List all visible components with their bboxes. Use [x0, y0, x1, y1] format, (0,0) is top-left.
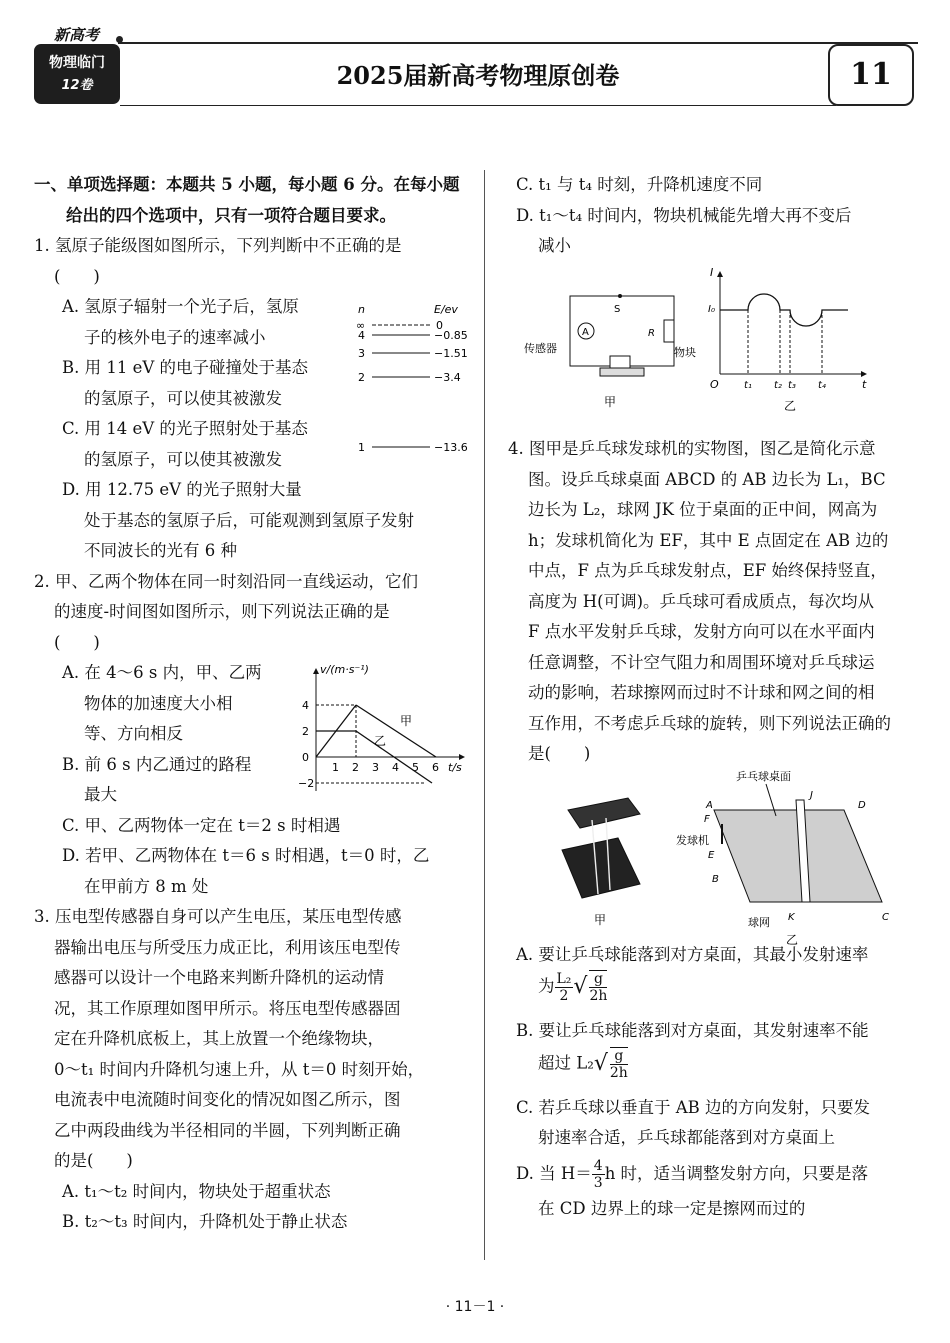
switch-label: S [614, 304, 621, 315]
x-tick-1: 1 [332, 760, 339, 774]
question-2 [34, 567, 474, 903]
tick-t4: t₄ [818, 380, 826, 391]
q2-option-d-line2: 在甲前方 8 m 处 [84, 876, 209, 896]
level-e-1: −13.6 [434, 441, 468, 454]
q4-stem-line2: 图。设乒乓球桌面 ABCD 的 AB 边长为 L₁，BC [528, 469, 886, 489]
q1-stem: 1. 氢原子能级图如图所示，下列判断中不正确的是 [34, 236, 402, 255]
frac-a-den: 2 [559, 987, 569, 1004]
ammeter-label: A [582, 327, 589, 338]
page-footer: · 11－1 · [445, 1299, 505, 1315]
q4-option-a-sqrt [589, 970, 607, 1004]
q3-stem-line2: 器输出电压与所受压力成正比，利用该压电型传 [54, 937, 401, 957]
resistor-label: R [648, 328, 655, 339]
q2-option-b-line1: B. 前 6 s 内乙通过的路程 [62, 754, 252, 774]
q2-option-c: C. 甲、乙两物体一定在 t＝2 s 时相遇 [62, 815, 341, 835]
energy-level-diagram [352, 301, 472, 461]
level-e-inf: 0 [436, 319, 443, 332]
q1-option-d-line3: 不同波长的光有 6 种 [84, 541, 237, 560]
q4-figures [508, 769, 928, 947]
point-d: D [858, 799, 866, 811]
q4-stem-line9: 动的影响，若球擦网而过时不计球和网之间的相 [528, 683, 875, 702]
q4-stem-line7: F 点水平发射乒乓球，发射方向可以在水平面内 [528, 622, 875, 641]
q3-option-d-line1: D. t₁～t₄ 时间内，物块机械能先增大再不变后 [516, 205, 852, 225]
point-k: K [788, 911, 795, 923]
level-n-1: 1 [358, 441, 365, 454]
q3-stem-line6: 0～t₁ 时间内升降机匀速上升，从 t＝0 时刻开始， [54, 1059, 425, 1079]
q2-blank: ( ) [54, 632, 100, 652]
logo-line2: 12卷 [61, 78, 93, 93]
q1-option-a-line1: A. 氢原子辐射一个光子后，氢原 [62, 297, 299, 316]
sensor-label: 传感器 [524, 342, 557, 355]
current-i0-label: I₀ [708, 304, 715, 315]
tick-t2: t₂ [774, 380, 782, 391]
sqrt-b-num: g [610, 1048, 628, 1065]
level-e-4: −0.85 [434, 329, 468, 342]
frac-d-den: 3 [593, 1174, 603, 1191]
q2-option-b-line2: 最大 [84, 785, 117, 804]
level-e-2: −3.4 [434, 371, 461, 384]
q3-stem-line5: 定在升降机底板上，其上放置一个绝缘物块， [54, 1029, 384, 1048]
x-tick-4: 4 [392, 760, 399, 774]
current-axis-label: I [710, 266, 714, 279]
level-e-3: −1.51 [434, 347, 468, 360]
left-column [34, 170, 474, 1238]
q4-option-d-prefix: D. 当 H＝ [516, 1163, 592, 1183]
q2-option-a-line3: 等、方向相反 [84, 724, 183, 743]
q4-stem-line8: 任意调整，不计空气阻力和周围环境对乒乓球运 [528, 652, 875, 672]
q2-stem-line1: 2. 甲、乙两个物体在同一时刻沿同一直线运动，它们 [34, 571, 418, 591]
q2-option-a-line2: 物体的加速度大小相 [84, 693, 233, 713]
q1-option-d-line2: 处于基态的氢原子后，可能观测到氢原子发射 [84, 510, 414, 530]
diagram-n-label: n [358, 303, 365, 316]
x-tick-6: 6 [432, 760, 439, 774]
level-n-3: 3 [358, 347, 365, 360]
q4-stem-line4: h；发球机简化为 EF，其中 E 点固定在 AB 边的 [528, 530, 889, 550]
q1-option-d-line1: D. 用 12.75 eV 的光子照射大量 [62, 480, 302, 499]
q1-option-b-line1: B. 用 11 eV 的电子碰撞处于基态 [62, 358, 309, 377]
current-curve [720, 294, 848, 326]
q3-stem-line4: 况，其工作原理如图甲所示。将压电型传感器固 [54, 998, 401, 1018]
q4-stem-line3: 边长为 L₂，球网 JK 位于桌面的正中间，网高为 [528, 500, 878, 519]
series-jia-label: 甲 [400, 713, 413, 728]
x-axis-label: t/s [448, 760, 462, 774]
diagram-e-label: E/ev [434, 303, 458, 316]
y-tick-neg2: −2 [298, 776, 315, 790]
q3-option-d-line2: 减小 [538, 236, 571, 255]
x-tick-5: 5 [412, 760, 419, 774]
q4-option-a-fraction [555, 971, 574, 1004]
point-b: B [712, 873, 719, 885]
paper-number: 11 [828, 44, 914, 106]
q4-option-c-line1: C. 若乒乓球以垂直于 AB 边的方向发射，只要发 [516, 1097, 871, 1117]
frac-d-num: 4 [593, 1157, 603, 1174]
q4-option-d-suffix: h 时，适当调整发射方向，只要是落 [604, 1163, 869, 1183]
q4-option-a-prefix: 为 [538, 976, 555, 996]
header-logo [34, 44, 120, 104]
q4-option-d-fraction [592, 1158, 605, 1191]
x-tick-2: 2 [352, 760, 359, 774]
y-tick-2: 2 [302, 724, 309, 738]
q4-option-d-line2: 在 CD 边界上的球一定是擦网而过的 [538, 1198, 806, 1218]
launcher-net-shape [568, 798, 640, 828]
sensor-icon [600, 368, 644, 376]
q2-option-d-line1: D. 若甲、乙两物体在 t＝6 s 时相遇，t＝0 时，乙 [62, 846, 430, 865]
header-script-label: 新高考 [54, 26, 100, 44]
q3-stem-line9: 的是( ) [54, 1151, 133, 1170]
question-1 [34, 231, 474, 567]
q1-blank: ( ) [54, 266, 100, 286]
launcher-label: 发球机 [676, 833, 709, 847]
circuit-caption: 甲 [604, 395, 617, 409]
q4-option-a-line2: 为 $\frac{\text{L₂}}{2}$ √ $\frac{g}{2h}$ [538, 970, 608, 1004]
q4-option-d-line1 [508, 1154, 928, 1194]
q4-stem-line1: 4. 图甲是乒乓球发球机的实物图，图乙是简化示意 [508, 439, 876, 458]
q3-stem-line3: 感器可以设计一个电路来判断升降机的运动情 [54, 968, 384, 987]
block-icon [610, 356, 630, 368]
sqrt-b-den: 2h [609, 1064, 628, 1081]
q4-option-b-sqrt [610, 1047, 628, 1081]
question-4 [508, 434, 928, 1224]
q4-option-b-line1: B. 要让乒乓球能落到对方桌面，其发射速率不能 [516, 1021, 869, 1040]
sqrt-a-den: 2h [589, 988, 608, 1004]
table-label: 乒乓球桌面 [736, 769, 791, 783]
current-caption: 乙 [784, 399, 797, 413]
series-jia-fall [356, 705, 436, 757]
level-n-inf: ∞ [356, 319, 366, 332]
q3-figures [508, 264, 928, 434]
tick-t1: t₁ [744, 380, 752, 391]
table-caption: 乙 [786, 932, 799, 947]
q4-photo-figure [548, 790, 658, 930]
column-divider [484, 170, 485, 1260]
q2-stem-line2: 的速度-时间图如图所示，则下列说法正确的是 [54, 602, 390, 621]
resistor-icon [664, 320, 674, 342]
current-time-label: t [862, 378, 867, 391]
switch-icon [618, 294, 622, 298]
y-tick-0: 0 [302, 750, 309, 764]
q3-stem-line1: 3. 压电型传感器自身可以产生电压，某压电型传感 [34, 907, 402, 926]
series-yi-label: 乙 [374, 733, 387, 748]
section-heading: 一、单项选择题：本题共 5 小题，每小题 6 分。在每小题给出的四个选项中，只有一项符合题目要求。 [34, 175, 460, 225]
y-tick-4: 4 [302, 698, 309, 712]
q4-option-a-line1: A. 要让乒乓球能落到对方桌面，其最小发射速率 [516, 944, 869, 964]
right-column [508, 170, 928, 1224]
q4-table-diagram [676, 769, 926, 947]
q3-option-c: C. t₁ 与 t₄ 时刻，升降机速度不同 [516, 175, 763, 194]
q4-stem-line5: 中点，F 点为乒乓球发射点，EF 始终保持竖直， [528, 561, 887, 580]
q3-current-graph [708, 264, 878, 414]
velocity-time-graph [296, 661, 476, 801]
current-origin-label: O [710, 378, 719, 391]
question-3 [34, 902, 474, 1238]
q3-stem-line8: 乙中两段曲线为半径相同的半圆，下列判断正确 [54, 1120, 401, 1140]
level-n-4: 4 [358, 329, 365, 342]
q4-stem-line6: 高度为 H(可调)。乒乓球可看成质点，每次均从 [528, 591, 875, 611]
logo-line1: 物理临门 [49, 55, 105, 71]
q2-option-a-line1: A. 在 4～6 s 内，甲、乙两 [62, 663, 262, 682]
q1-option-c-line2: 的氢原子，可以使其被激发 [84, 449, 282, 469]
y-axis-label: v/(m·s⁻¹) [320, 662, 369, 676]
q4-option-b-line2: 超过 L₂√ $\frac{g}{2h}$ [538, 1047, 628, 1081]
q3-circuit-figure [524, 276, 694, 416]
q1-option-a-line2: 子的核外电子的速率减小 [84, 327, 266, 347]
q3-option-a: A. t₁～t₂ 时间内，物块处于超重状态 [62, 1181, 331, 1201]
q4-stem-line10: 互作用，不考虑乒乓球的旋转，则下列说法正确的 [528, 713, 891, 733]
page-title: 2025届新高考物理原创卷 [336, 61, 620, 90]
point-f: F [704, 813, 710, 825]
sqrt-a-num: g [589, 971, 607, 988]
x-tick-3: 3 [372, 760, 379, 774]
q1-option-c-line1: C. 用 14 eV 的光子照射处于基态 [62, 419, 308, 438]
q4-stem-line11: 是( ) [528, 744, 591, 763]
block-label: 物块 [674, 346, 696, 359]
tick-t3: t₃ [788, 380, 796, 391]
point-e: E [708, 849, 715, 861]
q1-option-b-line2: 的氢原子，可以使其被激发 [84, 388, 282, 408]
point-j: J [810, 789, 813, 801]
frac-a-num: L₂ [556, 970, 572, 987]
photo-table-shape [562, 838, 640, 898]
net-label: 球网 [748, 915, 770, 929]
q3-option-b: B. t₂～t₃ 时间内，升降机处于静止状态 [62, 1212, 348, 1231]
photo-caption: 甲 [594, 912, 607, 927]
point-a: A [706, 799, 713, 811]
q4-option-b-prefix: 超过 L₂ [538, 1053, 594, 1072]
level-n-2: 2 [358, 371, 365, 384]
q3-stem-line7: 电流表中电流随时间变化的情况如图乙所示，图 [54, 1090, 401, 1109]
q4-option-c-line2: 射速率合适，乒乓球都能落到对方桌面上 [538, 1128, 835, 1147]
point-c: C [882, 911, 889, 923]
